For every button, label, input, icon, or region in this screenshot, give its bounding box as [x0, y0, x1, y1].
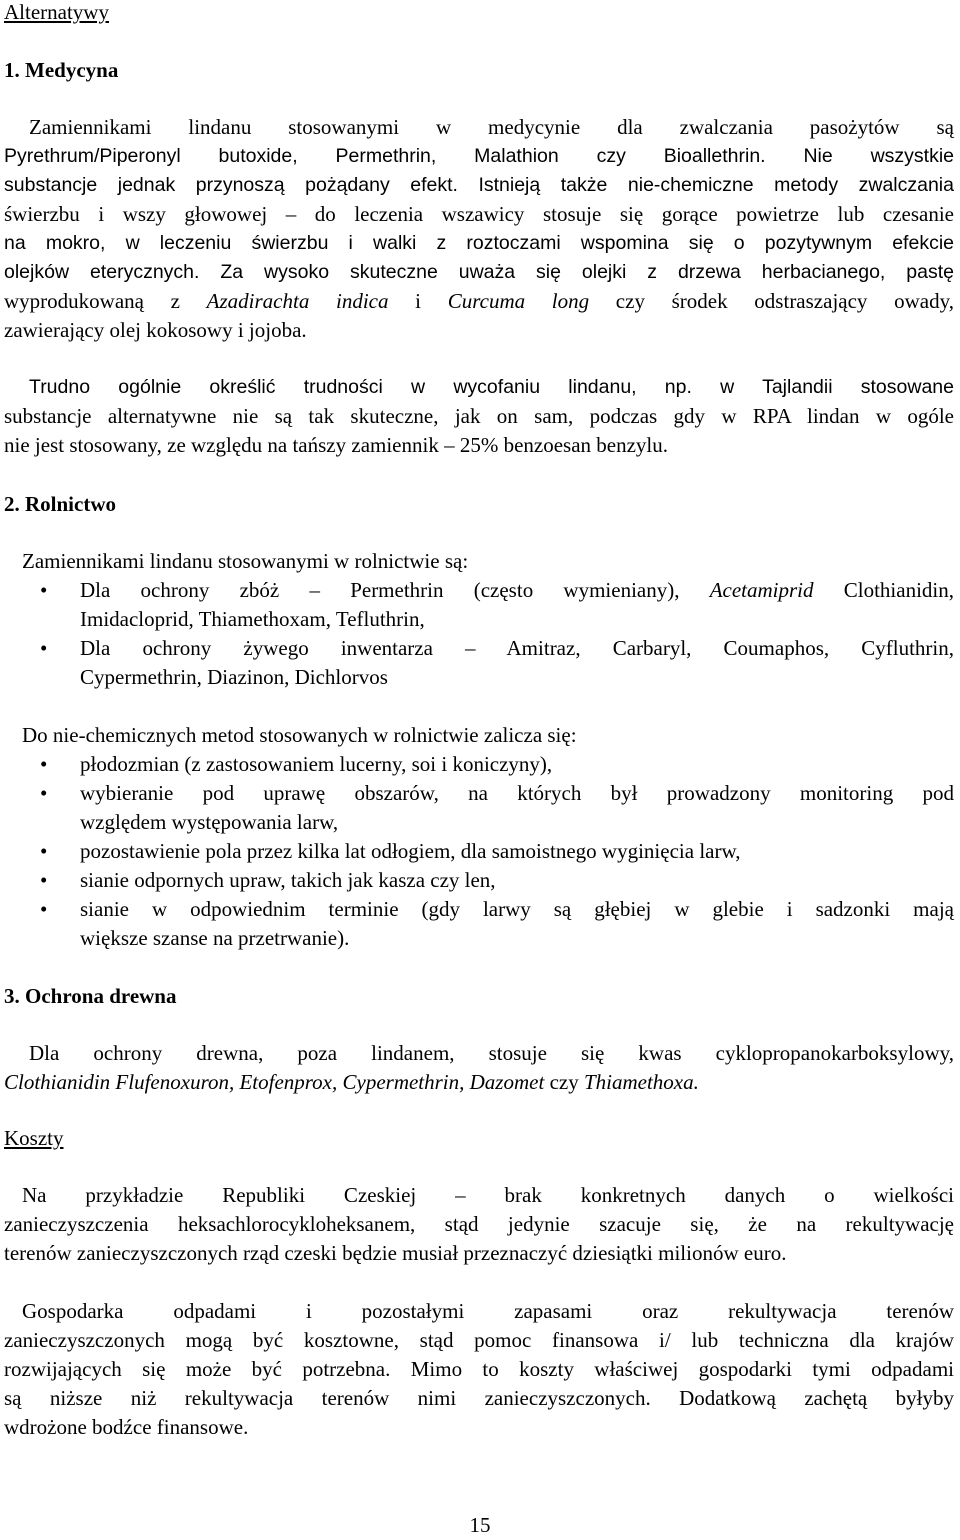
page-number: 15 — [469, 1513, 491, 1537]
list-item — [4, 576, 954, 634]
wood-paragraph — [4, 1039, 954, 1097]
bullet-icon: • — [40, 868, 48, 892]
heading-wood-protection: 3. Ochrona drewna — [4, 984, 177, 1008]
medicine-paragraph-2 — [4, 373, 954, 460]
bullet-icon: • — [40, 839, 48, 863]
term-azadirachta: Azadirachta indica — [206, 289, 389, 313]
medicine-p1-line-6: olejków eterycznych. Za wysoko skuteczne uważa się olejki z drzewa herbacianego, pastę — [4, 261, 954, 283]
costs-p1-line-3: terenów zanieczyszczonych rząd czeski będzie musiał przeznaczyć dziesiątki milionów euro. — [4, 1241, 787, 1265]
chem-item-1-line-1 — [80, 576, 954, 605]
term-curcuma: Curcuma long — [447, 289, 590, 313]
agriculture-nonchemical-list — [4, 750, 954, 953]
costs-p2-line-3: rozwijających się może być potrzebna. Mimo to koszty właściwej gospodarki tymi odpadami — [4, 1357, 954, 1381]
heading-agriculture: 2. Rolnictwo — [4, 492, 116, 516]
chem-item-1-line-2: Imidacloprid, Thiamethoxam, Tefluthrin, — [80, 607, 425, 631]
bullet-icon: • — [40, 781, 48, 805]
list-item — [4, 837, 954, 866]
section-title-alternatives: Alternatywy — [4, 0, 109, 24]
medicine-p1-line-7 — [4, 287, 954, 316]
heading-costs: Koszty — [4, 1126, 64, 1150]
list-item — [4, 779, 954, 837]
costs-p1-line-1: Na przykładzie Republiki Czeskiej – brak konkretnych danych o wielkości — [22, 1183, 954, 1207]
list-item — [4, 634, 954, 692]
bullet-icon: • — [40, 578, 48, 602]
medicine-p1-line-3: substancje jednak przynoszą pożądany efekt. Istnieją także nie-chemiczne metody zwalczania — [4, 174, 954, 196]
costs-p2-line-1: Gospodarka odpadami i pozostałymi zapasami oraz rekultywacja terenów — [22, 1299, 954, 1323]
nonchem-item-1: płodozmian (z zastosowaniem lucerny, soi i koniczyny), — [80, 752, 553, 776]
chem-item-1-text: Dla ochrony zbóż – Permethrin (często wymieniany), — [80, 578, 710, 602]
term-acetamiprid: Acetamiprid — [709, 578, 814, 602]
medicine-p1-line-7-a: wyprodukowaną z — [4, 289, 207, 313]
term-thiamethoxa: Thiamethoxa. — [583, 1070, 699, 1094]
costs-p2-line-2: zanieczyszczonych mogą być kosztowne, stąd pomoc finansowa i/ lub techniczna dla krajów — [4, 1328, 954, 1352]
nonchem-item-5-line-1: sianie w odpowiednim terminie (gdy larwy są głębiej w glebie i sadzonki mają — [80, 897, 954, 921]
medicine-p2-line-1: Trudno ogólnie określić trudności w wycofaniu lindanu, np. w Tajlandii stosowane — [29, 376, 954, 398]
agriculture-nonchem-intro: Do nie-chemicznych metod stosowanych w rolnictwie zalicza się: — [22, 723, 577, 747]
nonchem-item-4: sianie odpornych upraw, takich jak kasza czy len, — [80, 868, 496, 892]
wood-substances: Clothianidin Flufenoxuron, Etofenprox, Cypermethrin, Dazomet — [4, 1070, 545, 1094]
medicine-p1-line-1: Zamiennikami lindanu stosowanymi w medycynie dla zwalczania pasożytów są — [29, 115, 954, 139]
nonchem-item-5-line-2: większe szanse na przetrwanie). — [80, 926, 350, 950]
costs-p1-line-2: zanieczyszczenia heksachlorocykloheksanem, stąd jedynie szacuje się, że na rekultywację — [4, 1212, 954, 1236]
medicine-p1-line-5: na mokro, w leczeniu świerzbu i walki z roztoczami wspomina się o pozytywnym efekcie — [4, 232, 954, 254]
costs-paragraph-2 — [4, 1297, 954, 1442]
medicine-p2-line-2: substancje alternatywne nie są tak skuteczne, jak on sam, podczas gdy w RPA lindan w ogóle — [4, 404, 954, 428]
medicine-p1-line-7-e: czy środek odstraszający owady, — [589, 289, 954, 313]
chem-item-2-line-1: Dla ochrony żywego inwentarza – Amitraz, Carbaryl, Coumaphos, Cyfluthrin, — [80, 636, 954, 660]
bullet-icon: • — [40, 636, 48, 660]
medicine-p2-line-3: nie jest stosowany, ze względu na tańszy zamiennik – 25% benzoesan benzylu. — [4, 433, 669, 457]
list-item — [4, 750, 954, 779]
costs-paragraph-1 — [4, 1181, 954, 1268]
nonchem-item-3: pozostawienie pola przez kilka lat odłogiem, dla samoistnego wyginięcia larw, — [80, 839, 741, 863]
medicine-p1-line-4: świerzbu i wszy głowowej – do leczenia wszawicy stosuje się gorące powietrze lub czesanie — [4, 202, 954, 226]
wood-line-2-conj: czy — [544, 1070, 584, 1094]
bullet-icon: • — [40, 897, 48, 921]
chem-item-1-text-end: Clothianidin, — [813, 578, 954, 602]
costs-p2-line-4: są niższe niż rekultywacja terenów nimi zanieczyszczonych. Dodatkową zachętą byłyby — [4, 1386, 954, 1410]
agriculture-chemical-list — [4, 576, 954, 692]
nonchem-item-2-line-1: wybieranie pod uprawę obszarów, na których był prowadzony monitoring pod — [80, 781, 954, 805]
wood-line-1: Dla ochrony drewna, poza lindanem, stosuje się kwas cyklopropanokarboksylowy, — [29, 1041, 954, 1065]
list-item — [4, 895, 954, 953]
chem-item-2-line-2: Cypermethrin, Diazinon, Dichlorvos — [80, 665, 388, 689]
heading-medicine: 1. Medycyna — [4, 58, 119, 82]
agriculture-intro: Zamiennikami lindanu stosowanymi w rolnictwie są: — [22, 549, 469, 573]
wood-line-2 — [4, 1068, 954, 1097]
medicine-p1-line-2: Pyrethrum/Piperonyl butoxide, Permethrin, Malathion czy Bioallethrin. Nie wszystkie — [4, 145, 954, 167]
list-item — [4, 866, 954, 895]
medicine-p1-line-8: zawierający olej kokosowy i jojoba. — [4, 318, 307, 342]
nonchem-item-2-line-2: względem występowania larw, — [80, 810, 339, 834]
medicine-paragraph-1 — [4, 113, 954, 345]
medicine-p1-line-7-c: i — [388, 289, 448, 313]
costs-p2-line-5: wdrożone bodźce finansowe. — [4, 1415, 249, 1439]
bullet-icon: • — [40, 752, 48, 776]
